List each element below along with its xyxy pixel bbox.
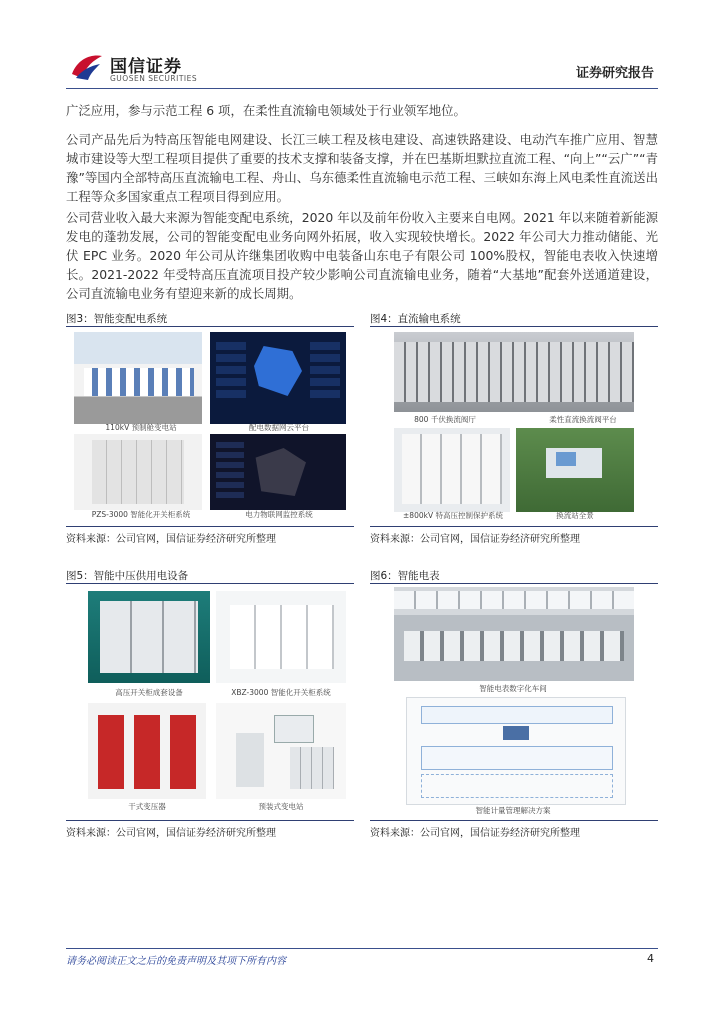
fig6-top-rule [370, 583, 658, 584]
fig6-diagram-metering-solution [406, 697, 626, 805]
page-number: 4 [647, 952, 654, 965]
fig4-top-rule [370, 326, 658, 327]
fig6-bottom-rule [370, 820, 658, 821]
fig4-title: 图4：直流输电系统 [370, 313, 461, 325]
footer-divider [66, 948, 658, 949]
fig3-top-rule [66, 326, 354, 327]
fig3-caption-2: 配电数据网云平台 [249, 423, 309, 432]
header-divider [66, 88, 658, 89]
fig3-photo-monitoring [210, 434, 346, 510]
logo-en-text: GUOSEN SECURITIES [110, 74, 198, 83]
fig6-caption-1: 智能电表数字化车间 [479, 684, 547, 693]
fig5-photo-substation-box [216, 703, 346, 799]
paragraph-1: 广泛应用，参与示范工程 6 项，在柔性直流输电领域处于行业领军地位。 [66, 103, 466, 118]
fig5-photo-hv-switchgear [88, 591, 210, 683]
fig4-caption-3: ±800kV 特高压控制保护系统 [403, 511, 503, 520]
guosen-logo-icon [70, 52, 104, 82]
fig3-photo-switchgear [74, 434, 202, 510]
report-type-label: 证券研究报告 [575, 66, 654, 81]
fig5-title: 图5：智能中压供用电设备 [66, 570, 189, 582]
fig3-photo-dashboard [210, 332, 346, 424]
fig5-caption-4: 预装式变电站 [258, 802, 304, 811]
fig5-image-panel [66, 587, 354, 817]
fig5-photo-xbz3000 [216, 591, 346, 683]
fig4-photo-control-cabinets [394, 428, 510, 512]
fig3-bottom-rule [66, 526, 354, 527]
fig5-photo-transformer [88, 703, 206, 799]
fig4-image-panel [370, 330, 658, 522]
fig3-title: 图3：智能变配电系统 [66, 313, 168, 325]
fig5-bottom-rule [66, 820, 354, 821]
fig3-caption-1: 110kV 预制舱变电站 [105, 423, 177, 432]
fig5-caption-1: 高压开关柜成套设备 [115, 688, 183, 697]
fig5-caption-3: 干式变压器 [128, 802, 166, 811]
fig6-title: 图6：智能电表 [370, 570, 440, 582]
fig4-photo-converter-station [516, 428, 634, 512]
fig3-photo-substation [74, 332, 202, 424]
fig6-caption-2: 智能计量管理解决方案 [475, 806, 551, 815]
fig3-image-panel [66, 330, 354, 522]
fig3-caption-4: 电力物联网监控系统 [245, 510, 313, 519]
fig6-image-panel [370, 587, 658, 817]
fig4-bottom-rule [370, 526, 658, 527]
logo-cn-text: 国信证券 [110, 57, 182, 77]
fig4-source: 资料来源：公司官网，国信证券经济研究所整理 [370, 534, 580, 545]
fig6-source: 资料来源：公司官网，国信证券经济研究所整理 [370, 828, 580, 839]
fig3-source: 资料来源：公司官网，国信证券经济研究所整理 [66, 534, 276, 545]
paragraph-2: 公司产品先后为特高压智能电网建设、长江三峡工程及核电建设、高速铁路建设、电动汽车推广应用、智慧城市建设等大型工程项目提供了重要的技术支撑和装备支撑，并在巴基斯坦默拉直流工程、“向上”“云广”“青豫”等国内全部特高压直流输电工程、舟山、乌东德柔性直流输电示范工程、三峡如东海上风电柔性直流送出工程等众多国家重点工程项目得到应用。 [66, 132, 658, 204]
fig4-photo-valve-hall [394, 332, 634, 412]
fig6-photo-workshop [394, 587, 634, 681]
disclaimer-note: 请务必阅读正文之后的免责声明及其项下所有内容 [66, 956, 286, 967]
fig5-top-rule [66, 583, 354, 584]
fig4-caption-4: 换流站全景 [556, 511, 594, 520]
fig4-caption-1: 800 千伏换流阀厅 [414, 415, 476, 424]
fig4-caption-2: 柔性直流换流阀平台 [549, 415, 617, 424]
fig5-caption-2: XBZ-3000 智能化开关柜系统 [231, 688, 331, 697]
fig5-source: 资料来源：公司官网，国信证券经济研究所整理 [66, 828, 276, 839]
fig3-caption-3: PZS-3000 智能化开关柜系统 [91, 510, 191, 519]
paragraph-3: 公司营业收入最大来源为智能变配电系统，2020 年以及前年份收入主要来自电网。2021 年以来随着新能源发电的蓬勃发展，公司的智能变配电业务向网外拓展，收入实现较快增长。2022 年公司大力推动储能、光伏 EPC 业务。2020 年公司从许继集团收购中电装备山东电子有限公司 100%股权，智能电表收入快速增长。2021-2022 年受特高压直流项目投产较少影响公司直流输电业务，随着“大基地”配套外送通道建设，公司直流输电业务有望迎来新的成长周期。 [66, 210, 658, 301]
